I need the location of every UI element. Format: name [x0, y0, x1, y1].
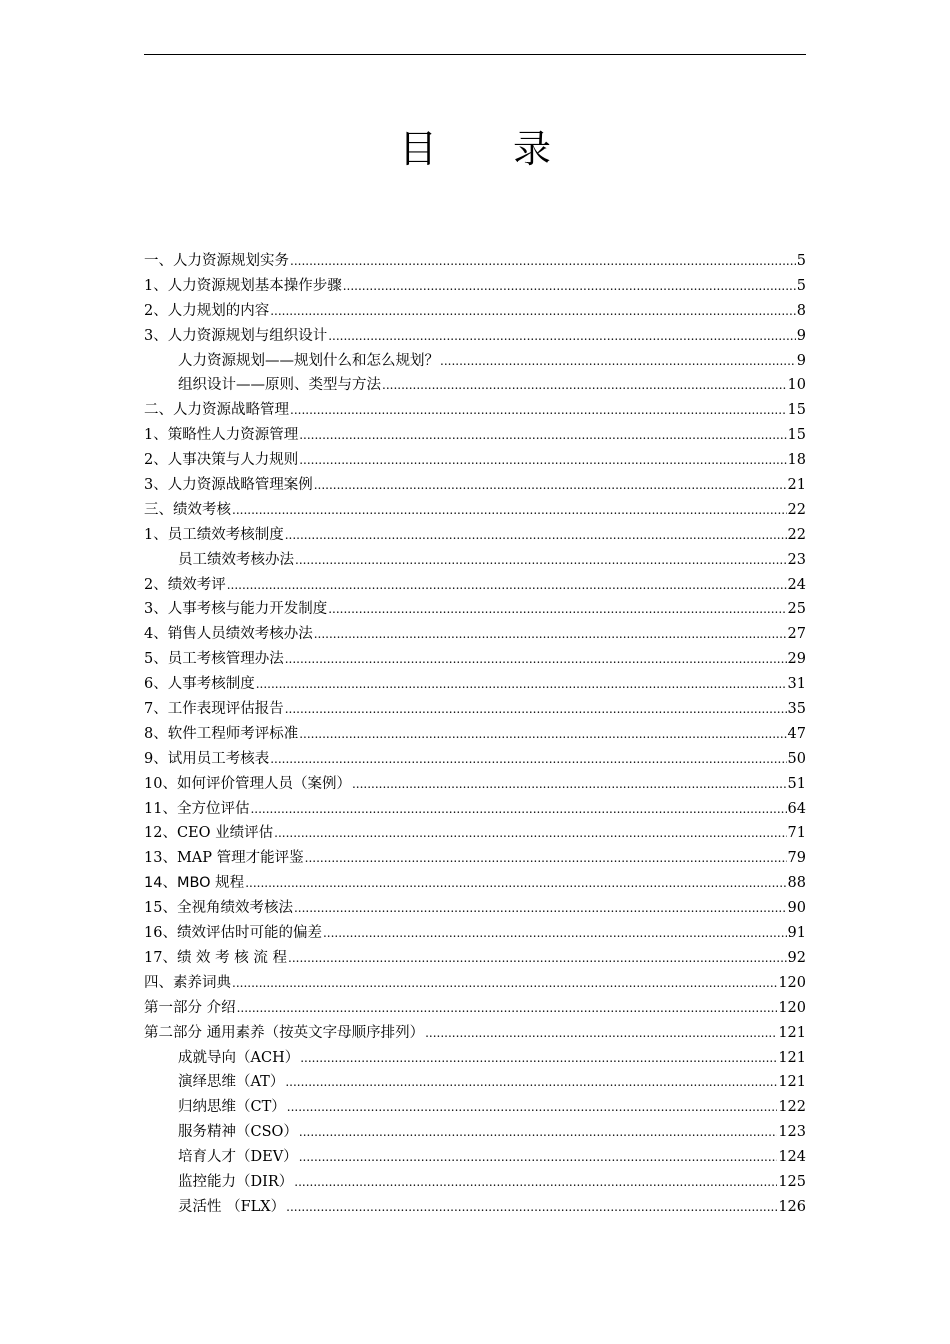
toc-entry-title: 2、人力规划的内容 — [144, 302, 270, 319]
toc-entry-title: 15、全视角绩效考核法 — [144, 900, 293, 917]
toc-dot-leader — [290, 398, 787, 423]
toc-dot-leader — [227, 573, 787, 598]
toc-page-number: 35 — [787, 701, 806, 718]
toc-dot-leader — [299, 423, 786, 448]
toc-page-number: 29 — [787, 651, 806, 668]
toc-entry[interactable] — [144, 896, 806, 921]
toc-dot-leader — [294, 896, 787, 921]
toc-entry[interactable] — [144, 548, 806, 573]
toc-entry[interactable] — [144, 971, 806, 996]
toc-dot-leader — [425, 1021, 777, 1046]
toc-entry[interactable] — [144, 274, 806, 299]
toc-page-number: 50 — [787, 750, 806, 767]
toc-entry[interactable] — [144, 772, 806, 797]
toc-page-number: 122 — [778, 1099, 806, 1116]
toc-entry[interactable] — [144, 523, 806, 548]
toc-dot-leader — [343, 274, 796, 299]
toc-dot-leader — [232, 498, 787, 523]
toc-page-number: 18 — [787, 452, 806, 469]
toc-page-number: 9 — [796, 327, 806, 344]
toc-page-number: 88 — [787, 875, 806, 892]
toc-entry-title: 12、CEO 业绩评估 — [144, 825, 274, 842]
header-rule — [144, 54, 806, 55]
toc-entry[interactable] — [144, 1095, 806, 1120]
toc-entry-title: 2、人事决策与人力规则 — [144, 452, 299, 469]
toc-entry-title: 6、人事考核制度 — [144, 676, 255, 693]
toc-entry[interactable] — [144, 349, 806, 374]
toc-entry-title: 2、绩效考评 — [144, 576, 226, 593]
toc-entry-title: 17、绩 效 考 核 流 程 — [144, 949, 287, 966]
toc-entry-title: 13、MAP 管理才能评鉴 — [144, 850, 304, 867]
toc-dot-leader — [285, 1070, 777, 1095]
toc-dot-leader — [314, 473, 787, 498]
toc-page-number: 22 — [787, 526, 806, 543]
toc-dot-leader — [286, 1195, 777, 1220]
toc-page-number: 22 — [787, 501, 806, 518]
toc-page-number: 10 — [787, 377, 806, 394]
toc-entry[interactable] — [144, 249, 806, 274]
toc-page-number: 121 — [778, 1049, 806, 1066]
toc-entry[interactable] — [144, 398, 806, 423]
toc-entry-title: 成就导向（ACH） — [178, 1049, 300, 1066]
toc-page-number: 126 — [778, 1198, 806, 1215]
toc-page-number: 71 — [787, 825, 806, 842]
toc-dot-leader — [250, 797, 786, 822]
toc-entry[interactable] — [144, 996, 806, 1021]
toc-entry[interactable] — [144, 921, 806, 946]
toc-page-number: 120 — [778, 999, 806, 1016]
toc-page-number: 121 — [778, 1024, 806, 1041]
toc-entry[interactable] — [144, 946, 806, 971]
toc-entry-title: 监控能力（DIR） — [178, 1173, 294, 1190]
toc-entry[interactable] — [144, 324, 806, 349]
toc-page-number: 125 — [778, 1173, 806, 1190]
toc-page-number: 123 — [778, 1124, 806, 1141]
toc-title: 目 录 — [398, 127, 584, 171]
toc-entry[interactable] — [144, 846, 806, 871]
toc-dot-leader — [352, 772, 787, 797]
toc-dot-leader — [288, 946, 787, 971]
toc-page-number: 51 — [787, 775, 806, 792]
toc-dot-leader — [245, 871, 786, 896]
toc-entry[interactable] — [144, 672, 806, 697]
toc-entry-title: 演绎思维（AT） — [178, 1074, 285, 1091]
toc-entry-title: 员工绩效考核办法 — [178, 551, 294, 568]
toc-page-number: 47 — [787, 725, 806, 742]
toc-page-number: 79 — [787, 850, 806, 867]
toc-entry-title: 11、全方位评估 — [144, 800, 250, 817]
toc-page-number: 27 — [787, 626, 806, 643]
toc-page-number: 120 — [778, 974, 806, 991]
toc-page-number: 90 — [787, 900, 806, 917]
toc-entry[interactable] — [144, 797, 806, 822]
toc-entry-title: 1、人力资源规划基本操作步骤 — [144, 277, 342, 294]
toc-entry-title: 归纳思维（CT） — [178, 1099, 286, 1116]
toc-page-number: 64 — [787, 800, 806, 817]
toc-entry[interactable] — [144, 622, 806, 647]
toc-page-number: 15 — [787, 402, 806, 419]
toc-entry[interactable] — [144, 373, 806, 398]
toc-entry[interactable] — [144, 722, 806, 747]
toc-dot-leader — [300, 1046, 777, 1071]
toc-entry-title: 7、工作表现评估报告 — [144, 701, 284, 718]
toc-dot-leader — [270, 299, 796, 324]
toc-entry-title: 3、人事考核与能力开发制度 — [144, 601, 328, 618]
toc-dot-leader — [274, 821, 786, 846]
toc-entry[interactable] — [144, 448, 806, 473]
toc-entry[interactable] — [144, 423, 806, 448]
toc-entry[interactable] — [144, 498, 806, 523]
toc-dot-leader — [328, 324, 796, 349]
toc-entry[interactable] — [144, 747, 806, 772]
toc-entry-title: 8、软件工程师考评标准 — [144, 725, 299, 742]
toc-entry[interactable] — [144, 1120, 806, 1145]
toc-page-number: 5 — [796, 277, 806, 294]
toc-dot-leader — [290, 249, 796, 274]
toc-page-number: 21 — [787, 477, 806, 494]
toc-entry-title: 9、试用员工考核表 — [144, 750, 270, 767]
toc-entry-title: 灵活性 （FLX） — [178, 1198, 286, 1215]
toc-dot-leader — [270, 747, 786, 772]
toc-entry-title: 二、人力资源战略管理 — [144, 402, 289, 419]
toc-entry[interactable] — [144, 1170, 806, 1195]
toc-entry[interactable] — [144, 1195, 806, 1220]
toc-dot-leader — [287, 1095, 778, 1120]
toc-entry-title: 16、绩效评估时可能的偏差 — [144, 925, 322, 942]
toc-entry[interactable] — [144, 647, 806, 672]
toc-entry-title: 四、素养词典 — [144, 974, 231, 991]
toc-entry-title: 3、人力资源规划与组织设计 — [144, 327, 328, 344]
toc-entry-title: 三、绩效考核 — [144, 501, 231, 518]
toc-page-number: 124 — [778, 1149, 806, 1166]
toc-dot-leader — [237, 996, 778, 1021]
toc-entry-title: 3、人力资源战略管理案例 — [144, 477, 313, 494]
toc-entry-title: 10、如何评价管理人员（案例） — [144, 775, 351, 792]
toc-page-number: 9 — [796, 352, 806, 369]
toc-entry[interactable] — [144, 597, 806, 622]
toc-entry[interactable] — [144, 1070, 806, 1095]
toc-page-number: 8 — [796, 302, 806, 319]
toc-entry-title: 服务精神（CSO） — [178, 1124, 298, 1141]
toc-page-number: 24 — [787, 576, 806, 593]
toc-entry-title: 4、销售人员绩效考核办法 — [144, 626, 313, 643]
toc-entry-title: 人力资源规划——规划什么和怎么规划？ — [178, 352, 439, 369]
toc-page-number: 121 — [778, 1074, 806, 1091]
toc-page-number: 92 — [787, 949, 806, 966]
toc-dot-leader — [440, 349, 796, 374]
toc-entry-title: 一、人力资源规划实务 — [144, 253, 289, 269]
toc-entry-title: 组织设计——原则、类型与方法 — [178, 377, 381, 394]
table-of-contents — [144, 249, 806, 1220]
toc-entry[interactable] — [144, 1021, 806, 1046]
toc-dot-leader — [294, 1170, 777, 1195]
toc-entry-title: 培育人才（DEV） — [178, 1149, 298, 1166]
toc-entry-title: 第二部分 通用素养（按英文字母顺序排列） — [144, 1024, 425, 1041]
toc-dot-leader — [299, 1145, 778, 1170]
toc-entry[interactable] — [144, 821, 806, 846]
toc-entry-title: 第一部分 介绍 — [144, 999, 236, 1016]
toc-dot-leader — [305, 846, 787, 871]
toc-entry[interactable] — [144, 1046, 806, 1071]
toc-entry[interactable] — [144, 573, 806, 598]
toc-entry[interactable] — [144, 697, 806, 722]
toc-dot-leader — [299, 1120, 777, 1145]
toc-entry[interactable] — [144, 299, 806, 324]
toc-page-number: 31 — [787, 676, 806, 693]
toc-dot-leader — [382, 373, 787, 398]
toc-dot-leader — [232, 971, 777, 996]
toc-dot-leader — [256, 672, 787, 697]
toc-dot-leader — [285, 697, 787, 722]
toc-page-number: 25 — [787, 601, 806, 618]
toc-entry-title: 5、员工考核管理办法 — [144, 651, 284, 668]
toc-dot-leader — [285, 647, 787, 672]
toc-dot-leader — [328, 597, 786, 622]
toc-entry-title: 1、策略性人力资源管理 — [144, 427, 299, 444]
toc-page-number: 5 — [796, 253, 806, 269]
toc-dot-leader — [295, 548, 787, 573]
toc-dot-leader — [285, 523, 787, 548]
toc-dot-leader — [299, 722, 786, 747]
toc-page-number: 15 — [787, 427, 806, 444]
toc-page-number: 23 — [787, 551, 806, 568]
toc-dot-leader — [323, 921, 787, 946]
toc-entry[interactable] — [144, 871, 806, 896]
toc-page-number: 91 — [787, 925, 806, 942]
toc-entry-title: 14、MBO 规程 — [144, 875, 245, 892]
toc-entry[interactable] — [144, 1145, 806, 1170]
toc-entry-title: 1、员工绩效考核制度 — [144, 526, 284, 543]
toc-entry[interactable] — [144, 473, 806, 498]
toc-dot-leader — [314, 622, 787, 647]
toc-dot-leader — [299, 448, 786, 473]
